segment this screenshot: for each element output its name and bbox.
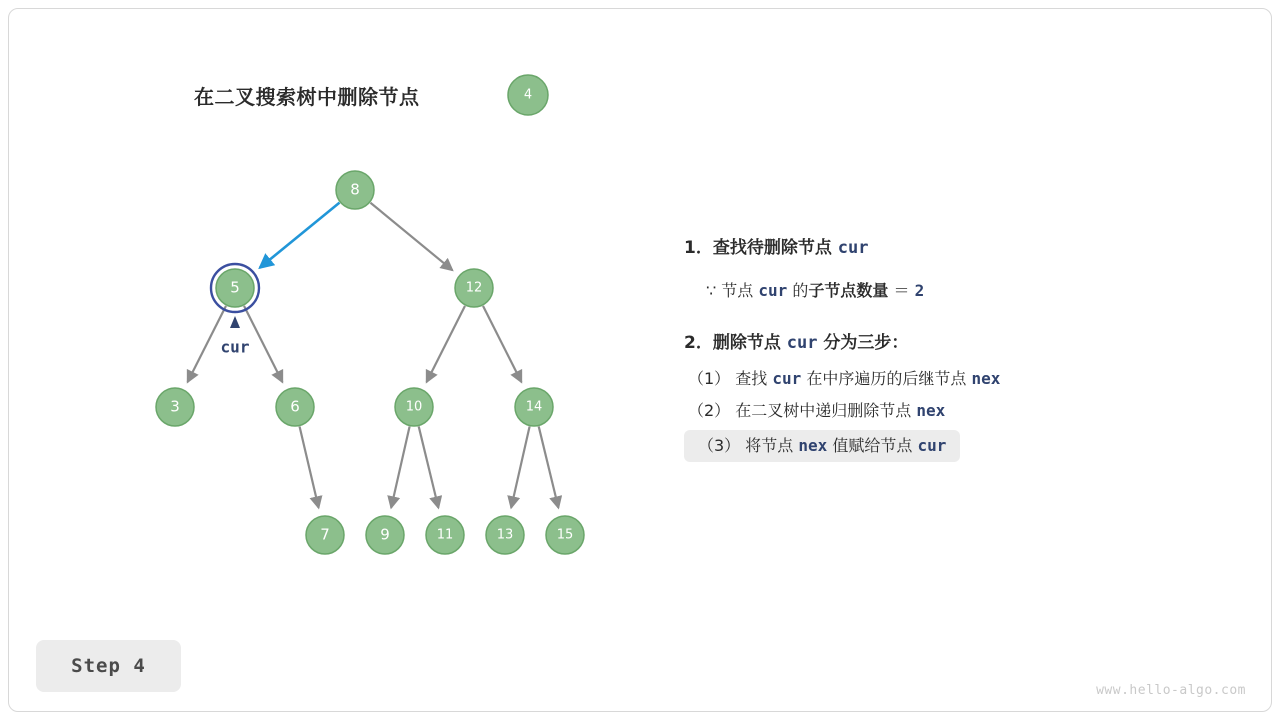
tree-node [546, 516, 584, 554]
substep-3-text-b: 值赋给节点 [832, 436, 913, 455]
tree-node-label: 15 [556, 527, 574, 543]
tree-edge [244, 306, 282, 382]
tree-edge [370, 203, 452, 270]
title-badge-circle [508, 75, 548, 115]
reason-mid: 的 [792, 281, 809, 300]
tree-node-label: 7 [320, 525, 330, 544]
tree-edge [427, 306, 465, 382]
substep-3-code-cur: cur [917, 436, 947, 455]
tree-node-label: 14 [525, 399, 543, 415]
tree-node-label: 12 [465, 280, 483, 296]
step-2-text: 2．删除节点 [684, 333, 781, 353]
substep-1-text-b: 在中序遍历的后继节点 [806, 369, 967, 388]
substep-3-text-a: （3） 将节点 [698, 436, 794, 455]
substep-2-row [684, 398, 1214, 430]
substep-1-code-nex: nex [971, 369, 1001, 388]
reason-code: cur [758, 281, 788, 300]
substep-1 [684, 366, 1004, 392]
tree-node [455, 269, 493, 307]
step-1-code: cur [837, 238, 869, 258]
watermark: www.hello-algo.com [1096, 683, 1246, 698]
tree-node-label: 9 [380, 525, 390, 544]
step-1-reason [706, 283, 1214, 299]
tree-node-label: 5 [230, 278, 240, 297]
reason-symbol: ∵ [706, 281, 717, 300]
cur-pointer-label: cur [220, 337, 250, 357]
tree-node-label: 6 [290, 397, 300, 416]
reason-bold: 子节点数量 [808, 281, 889, 300]
nodes-layer [156, 171, 584, 554]
tree-node [366, 516, 404, 554]
tree-node [216, 269, 254, 307]
title-badge-label: 4 [523, 87, 533, 103]
reason-equals: ＝ [893, 281, 910, 300]
tree-edge [539, 426, 559, 507]
substep-2-code-nex: nex [916, 401, 946, 420]
tree-node-label: 8 [350, 180, 360, 199]
tree-node-label: 10 [405, 399, 423, 415]
substep-1-row [684, 366, 1214, 398]
page-title: 在二叉搜索树中删除节点 [194, 85, 420, 109]
tree-edge [300, 426, 319, 507]
step-2-text-post: 分为三步： [823, 333, 909, 353]
tree-node [336, 171, 374, 209]
step-2-heading [684, 335, 1214, 352]
tree-node [486, 516, 524, 554]
tree-node-label: 3 [170, 397, 180, 416]
tree-node-label: 11 [436, 527, 454, 543]
explanation-panel [684, 240, 1214, 468]
substep-2 [684, 398, 949, 424]
substep-1-code-cur: cur [772, 369, 802, 388]
tree-node [156, 388, 194, 426]
tree-node [306, 516, 344, 554]
step-1-heading [684, 240, 1214, 257]
reason-value: 2 [914, 281, 925, 300]
cur-caret-icon [230, 316, 240, 328]
substep-2-text-a: （2） 在二叉树中递归删除节点 [688, 401, 912, 420]
tree-edge [419, 426, 439, 507]
tree-node [515, 388, 553, 426]
tree-edge [391, 427, 409, 508]
step-2-code: cur [786, 333, 818, 353]
tree-node [395, 388, 433, 426]
tree-node [276, 388, 314, 426]
reason-pre: 节点 [721, 281, 754, 300]
tree-node-label: 13 [496, 527, 514, 543]
step-badge: Step 4 [36, 640, 181, 692]
step-1-text: 1．查找待删除节点 [684, 238, 832, 258]
tree-edge [483, 306, 521, 382]
tree-node [426, 516, 464, 554]
tree-edge [260, 203, 340, 268]
substep-3-code-nex: nex [798, 436, 828, 455]
substep-3-highlighted [684, 430, 960, 462]
tree-edge [511, 427, 529, 508]
substep-3-row [684, 430, 1214, 468]
substep-1-text-a: （1） 查找 [688, 369, 768, 388]
